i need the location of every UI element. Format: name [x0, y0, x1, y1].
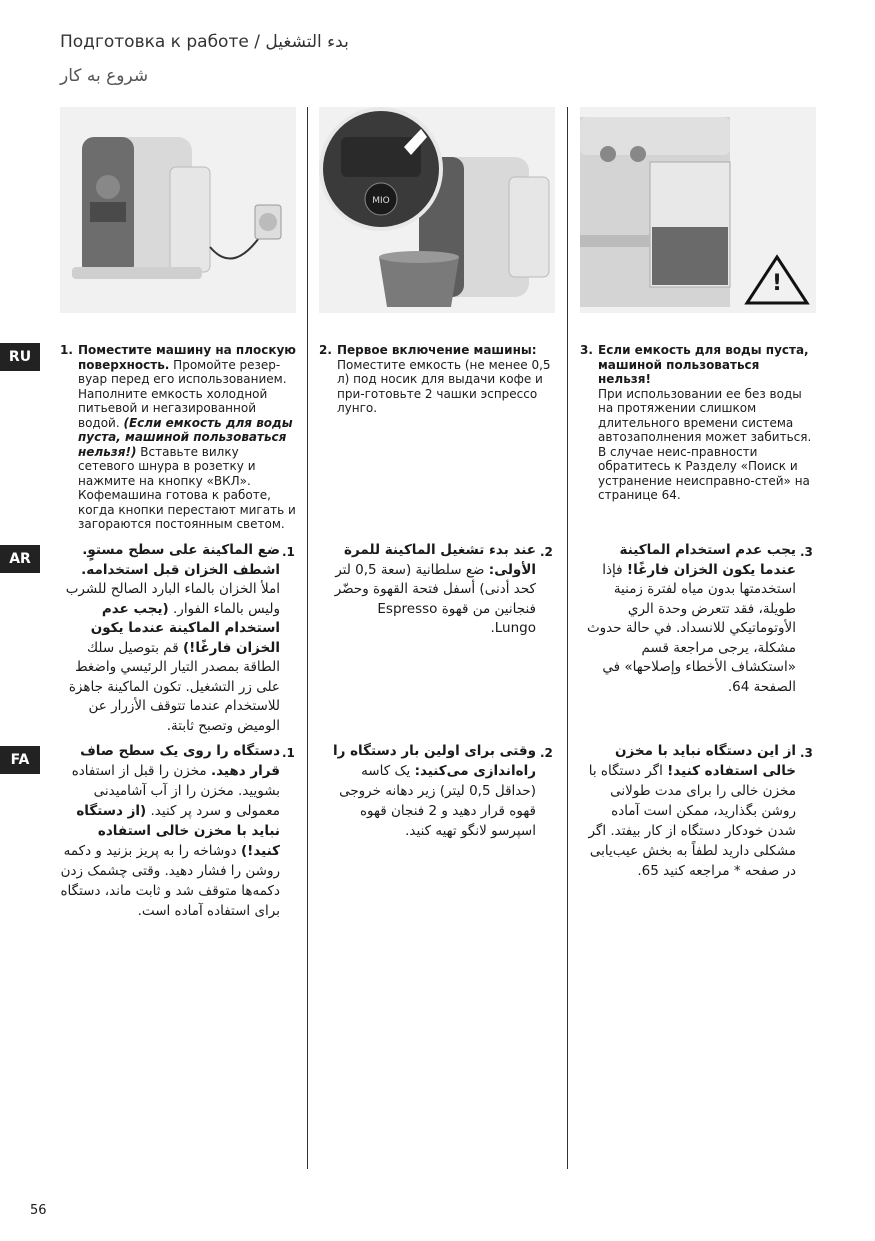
fa-step-1-text: دستگاه را روی یک سطح صاف قرار دهید. مخزن را قبل از استفاده بشویید. مخزن را از آب آشامیدنی معمولی و سرد پر کنید. (از دستگاه نباید با مخزن خالی استفاده کنید!) دوشاخه را به پریز بزنید و دکمه روشن را فشار دهید. وقتی چشمک زدن دکمه‌ها متوقف شد و ثابت ماند، دستگاه برای استفاده آماده است.	[60, 743, 280, 919]
ru-step-1-number: 1.	[60, 343, 73, 357]
ar-step-1-text: ضع الماكينة على سطح مستوٍ. اشطف الخزان قبل استخدامه. املأ الخزان بالماء البارد الصالح للشرب وليس بالماء الفوار. (يجب عدم استخدام الماكينة عندما يكون الخزان فارغًا!) قم بتوصيل سلك الطاقة بمصدر التيار الرئيسي واضغط على زر التشغيل. تكون الماكينة جاهزة للاستخدام عندما تتوقف الأزرار عن الوميض وتصبح ثابتة.	[65, 542, 280, 734]
image-machine-plug	[60, 107, 296, 313]
tab-ar: AR	[0, 545, 40, 573]
ar-step-2-text: عند بدء تشغيل الماكينة للمرة الأولى: ضع سلطانية (سعة 0,5 لتر كحد أدنى) أسفل فتحة القهوة وحضّر فنجانين من قهوة Espresso Lungo.	[334, 542, 536, 636]
fa-step-2-number: .2	[540, 746, 553, 760]
tab-fa: FA	[0, 746, 40, 774]
page-number: 56	[30, 1203, 47, 1218]
ar-step-3-text: يجب عدم استخدام الماكينة عندما يكون الخزان فارغًا! فإذا استخدمتها بدون مياه لفترة زمنية طويلة، فقد تتعرض وحدة الري الأوتوماتيكي للانسداد. في حالة حدوث مشكلة، يرجى مراجعة قسم «استكشاف الأخطاء وإصلاحها» في الصفحة 64.	[586, 542, 796, 695]
divider-left	[307, 107, 308, 1169]
ru-step-2-text: Первое включение машины: Поместите емкость (не менее 0,5 л) под носик для выдачи кофе и при-готовьте 2 чашки эспрессо лунго.	[337, 343, 551, 415]
fa-step-2-text: وقتی برای اولین بار دستگاه را راه‌اندازی می‌کنید: یک کاسه (حداقل 0,5 لیتر) زیر دهانه خروجی قهوه قرار دهید و 2 فنجان قهوه اسپرسو لانگو تهیه کنید.	[332, 743, 536, 839]
fa-step-3-text: از این دستگاه نباید با مخزن خالی استفاده کنید! اگر دستگاه با مخزن خالی را برای مدت طولانی روشن بگذارید، ممکن است آماده شدن خودکار دستگاه از کار بیفتد. اگر مشکلی دارید لطفاً به بخش عیب‌یابی در صفحه * مراجعه کنید 65.	[588, 743, 796, 879]
divider-right	[567, 107, 568, 1169]
ar-step-3-number: .3	[800, 545, 813, 559]
svg-text:MIO: MIO	[372, 196, 390, 206]
ru-step-3-text: Если емкость для воды пуста, машиной пользоваться нельзя! При использовании ее без воды на протяжении слишком длительного времени система автозаполнения может забиться. В случае неис-правности обратитесь к Разделу «Поиск и устранение неисправно-стей» на странице 64.	[598, 343, 812, 502]
ru-step-3-number: 3.	[580, 343, 593, 357]
warning-icon: !	[771, 271, 783, 296]
ar-step-2-number: .2	[540, 545, 553, 559]
fa-step-3-number: .3	[800, 746, 813, 760]
image-machine-first-use	[319, 107, 555, 313]
ar-step-1-number: .1	[282, 545, 295, 559]
page-subtitle-fa: شروع به کار	[60, 66, 149, 86]
image-warning-empty-tank	[580, 107, 816, 313]
tab-ru: RU	[0, 343, 40, 371]
page-title: Подготовка к работе / بدء التشغيل	[60, 32, 349, 52]
ru-step-1-text: Поместите машину на плоскую поверхность. Промойте резер-вуар перед его использованием. Наполните емкость холодной питьевой и негазированной водой. (Если емкость для воды пуста, машиной пользоваться нельзя!) Вставьте вилку сетевого шнура в розетку и нажмите на кнопку «ВКЛ». Кофемашина готова к работе, когда кнопки перестают мигать и загораются постоянным светом.	[78, 343, 296, 531]
fa-step-1-number: .1	[282, 746, 295, 760]
ru-step-2-number: 2.	[319, 343, 332, 357]
